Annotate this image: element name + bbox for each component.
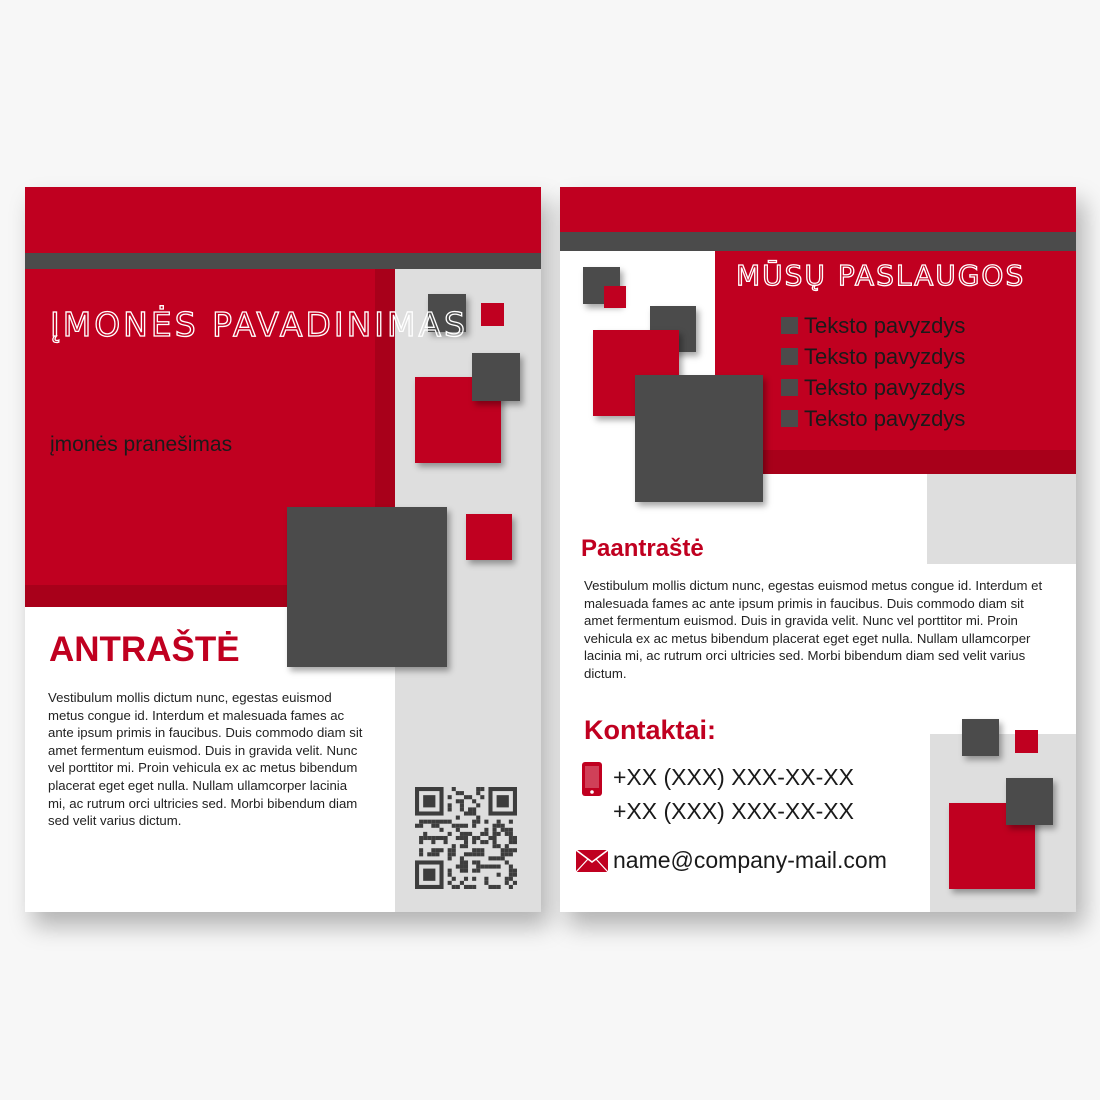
decor-square [1006,778,1053,825]
decor-square [287,507,447,667]
list-item: Teksto pavyzdys [781,372,965,403]
bullet-square-icon [781,379,798,396]
list-item: Teksto pavyzdys [781,341,965,372]
flyer-back-page [560,187,1076,912]
phone-number-2: +XX (XXX) XXX-XX-XX [613,798,854,824]
back-body-text: Vestibulum mollis dictum nunc, egestas euismod metus congue id. Interdum et malesuada fames ac ante ipsum primis in faucibus. Duis commodo diam sit amet fermentum euismod. Duis in gravida velit. Nunc vel porttitor mi. Proin vehicula ex ac metus bibendum placerat eget eget nulla. Nullam ullamcorper lacinia mi, ac rutrum orci ultricies sed. Morbi bibendum diam sed velit varius dictum. [584,578,1043,681]
flyer-front-page [25,187,541,912]
decor-square [604,286,626,308]
front-gray-stripe [25,253,541,269]
services-title: MŪSŲ PASLAUGOS [736,259,1026,292]
decor-square [635,375,763,502]
back-light-gray-block [927,474,1076,564]
decor-square [472,353,520,401]
decor-square [962,719,999,756]
decor-square [1015,730,1038,753]
contacts-title: Kontaktai: [584,715,717,745]
envelope-icon [576,850,608,872]
decor-square [466,514,512,560]
email-address: name@company-mail.com [613,847,887,873]
phone-icon [581,761,603,797]
decor-square [481,303,504,326]
bullet-square-icon [781,317,798,334]
phone-number-1: +XX (XXX) XXX-XX-XX [613,764,854,790]
services-list [781,310,965,434]
list-item: Teksto pavyzdys [781,403,965,434]
front-heading: ANTRAŠTĖ [49,630,240,669]
list-item: Teksto pavyzdys [781,310,965,341]
bullet-square-icon [781,410,798,427]
company-name: ĮMONĖS PAVADINIMAS [50,305,468,344]
qr-code-icon [415,787,517,889]
back-subheading: Paantraštė [581,535,704,562]
back-gray-stripe [560,232,1076,251]
front-top-band [25,187,541,253]
bullet-square-icon [781,348,798,365]
company-message: įmonės pranešimas [50,433,233,456]
back-top-band [560,187,1076,232]
front-body-text: Vestibulum mollis dictum nunc, egestas euismod metus congue id. Interdum et malesuada fames ac ante ipsum primis in faucibus. Duis commodo diam sit amet fermentum euismod. Duis in gravida velit. Nunc vel porttitor mi. Proin vehicula ex ac metus bibendum placerat eget eget nulla. Nullam ullamcorper lacinia mi, ac rutrum orci ultricies sed. Morbi bibendum diam sed velit varius dictum. [48,690,363,829]
